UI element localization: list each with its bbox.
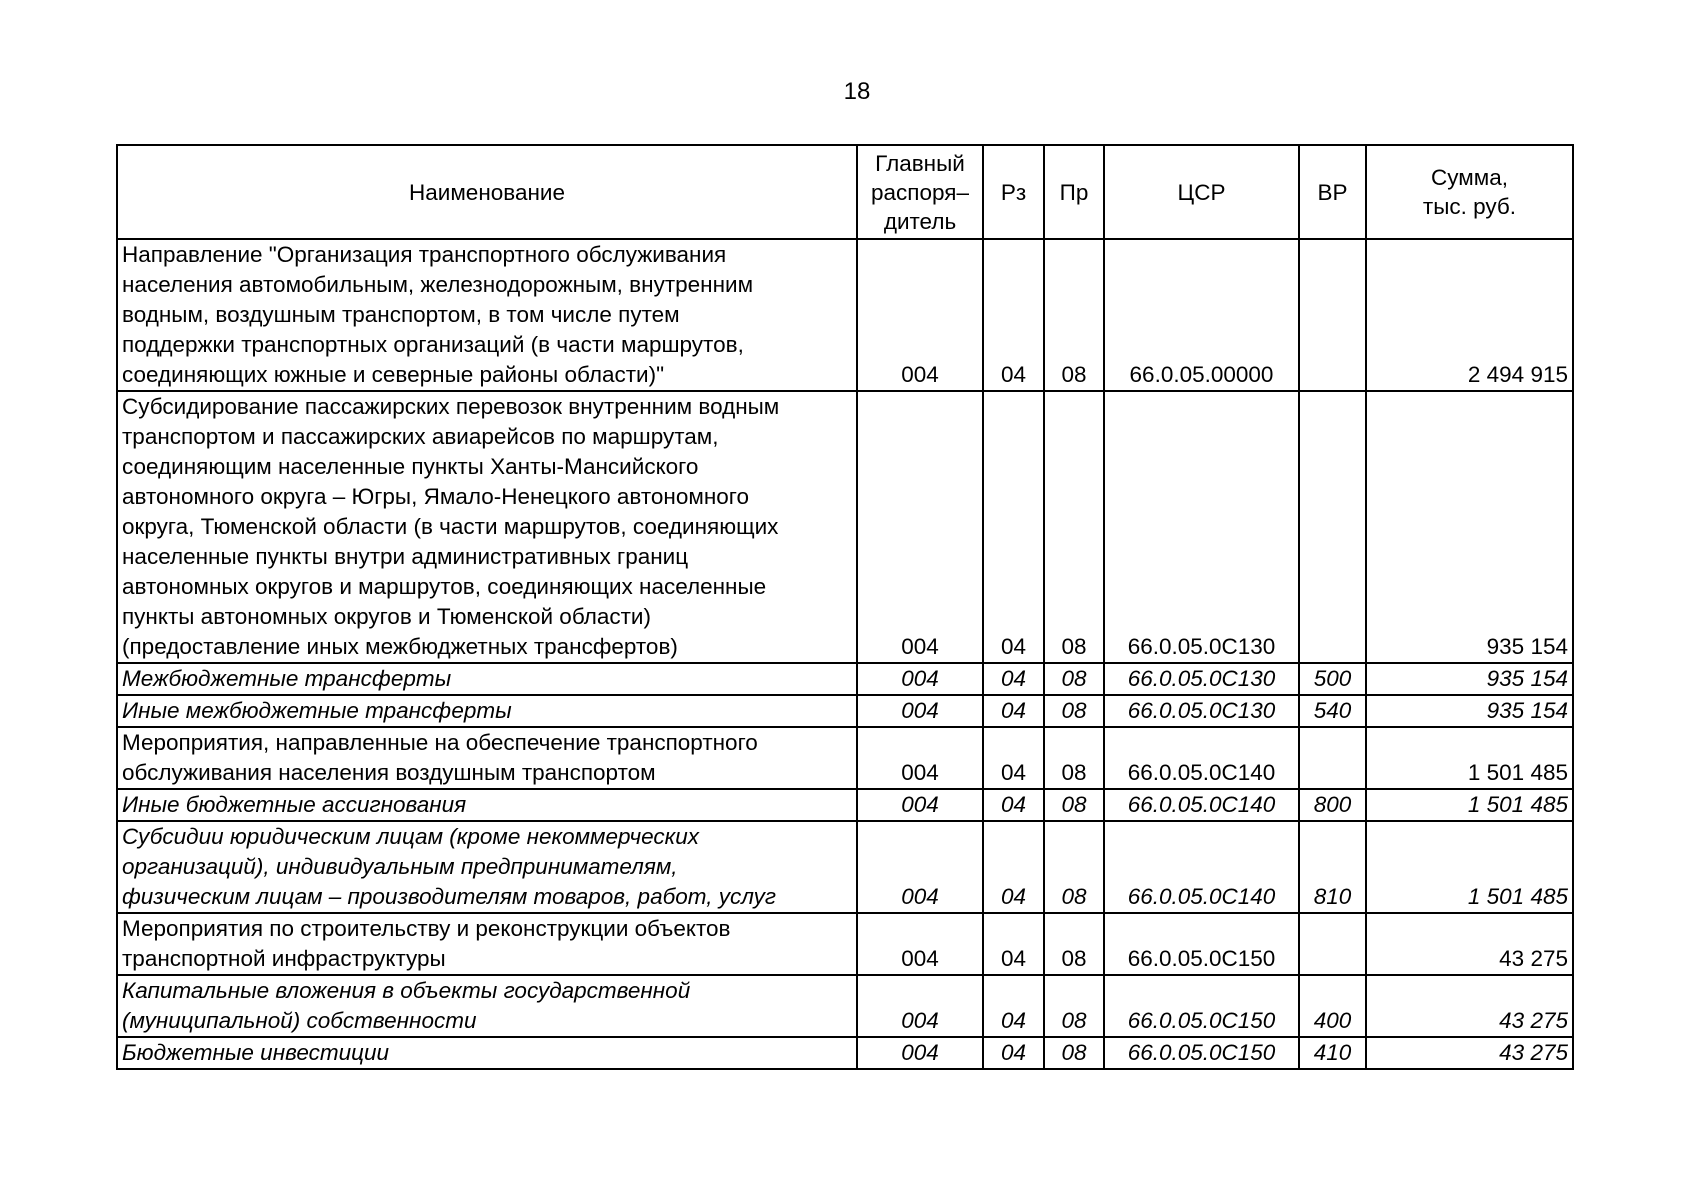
- cell-rz: 04: [983, 727, 1044, 789]
- cell-rz: 04: [983, 663, 1044, 695]
- cell-glavny-rasporyaditel: 004: [857, 789, 983, 821]
- cell-csr: 66.0.05.0С150: [1104, 913, 1299, 975]
- cell-name: [117, 975, 857, 1037]
- cell-summa: 935 154: [1366, 695, 1573, 727]
- cell-name-line: Иные межбюджетные трансферты: [122, 698, 512, 723]
- cell-glavny-rasporyaditel: 004: [857, 913, 983, 975]
- cell-glavny-rasporyaditel: 004: [857, 727, 983, 789]
- cell-name-line: населения автомобильным, железнодорожным, внутренним: [122, 272, 754, 297]
- cell-rz: 04: [983, 239, 1044, 391]
- cell-rz: 04: [983, 1037, 1044, 1069]
- cell-name-line: населенные пункты внутри административных границ: [122, 544, 689, 569]
- cell-glavny-rasporyaditel: 004: [857, 1037, 983, 1069]
- cell-name-line: организаций), индивидуальным предпринимателям,: [122, 854, 678, 879]
- cell-name-line: Бюджетные инвестиции: [122, 1040, 389, 1065]
- cell-glavny-rasporyaditel: 004: [857, 695, 983, 727]
- table-row: [117, 913, 1573, 975]
- cell-name: [117, 239, 857, 391]
- cell-name-line: поддержки транспортных организаций (в части маршрутов,: [122, 332, 744, 357]
- table-row: [117, 239, 1573, 391]
- cell-name-line: соединяющих южные и северные районы области)": [122, 362, 665, 387]
- header-glavny-rasporyaditel: [857, 145, 983, 239]
- cell-summa: 43 275: [1366, 913, 1573, 975]
- cell-vr: 800: [1299, 789, 1366, 821]
- cell-name: [117, 821, 857, 913]
- header-glavny-line: распоря–: [871, 179, 969, 205]
- cell-vr: [1299, 913, 1366, 975]
- cell-name: [117, 727, 857, 789]
- cell-name-line: Субсидирование пассажирских перевозок внутренним водным: [122, 394, 780, 419]
- header-summa-line: Сумма,: [1431, 165, 1508, 190]
- cell-vr: [1299, 391, 1366, 663]
- cell-name: [117, 1037, 857, 1069]
- cell-pr: 08: [1044, 391, 1104, 663]
- cell-csr: 66.0.05.0С130: [1104, 695, 1299, 727]
- cell-vr: 410: [1299, 1037, 1366, 1069]
- table-row: [117, 695, 1573, 727]
- header-pr: Пр: [1044, 145, 1104, 239]
- table-row: [117, 391, 1573, 663]
- cell-name: [117, 695, 857, 727]
- header-summa: [1366, 145, 1573, 239]
- cell-csr: 66.0.05.0С130: [1104, 391, 1299, 663]
- cell-rz: 04: [983, 391, 1044, 663]
- cell-name: [117, 663, 857, 695]
- header-csr: ЦСР: [1104, 145, 1299, 239]
- cell-csr: 66.0.05.0С140: [1104, 789, 1299, 821]
- cell-name-line: (муниципальной) собственности: [122, 1008, 477, 1033]
- cell-name-line: Иные бюджетные ассигнования: [122, 792, 467, 817]
- budget-table: [116, 144, 1574, 1070]
- cell-summa: 1 501 485: [1366, 727, 1573, 789]
- cell-name-line: соединяющим населенные пункты Ханты-Мансийского: [122, 454, 699, 479]
- header-name: Наименование: [117, 145, 857, 239]
- header-glavny-line: Главный: [875, 150, 965, 176]
- cell-summa: 935 154: [1366, 391, 1573, 663]
- cell-pr: 08: [1044, 821, 1104, 913]
- cell-name: [117, 913, 857, 975]
- cell-name-line: пункты автономных округов и Тюменской области): [122, 604, 651, 629]
- cell-vr: 810: [1299, 821, 1366, 913]
- cell-name-line: обслуживания населения воздушным транспортом: [122, 760, 656, 785]
- page-number: 18: [843, 78, 871, 105]
- cell-csr: 66.0.05.00000: [1104, 239, 1299, 391]
- cell-name-line: Капитальные вложения в объекты государственной: [122, 978, 691, 1003]
- cell-name-line: автономного округа – Югры, Ямало-Ненецкого автономного: [122, 484, 750, 509]
- cell-pr: 08: [1044, 1037, 1104, 1069]
- header-summa-line: тыс. руб.: [1422, 194, 1517, 219]
- cell-csr: 66.0.05.0С140: [1104, 727, 1299, 789]
- cell-pr: 08: [1044, 695, 1104, 727]
- cell-summa: 2 494 915: [1366, 239, 1573, 391]
- cell-csr: 66.0.05.0С150: [1104, 975, 1299, 1037]
- table-row: [117, 821, 1573, 913]
- cell-name-line: физическим лицам – производителям товаров, работ, услуг: [122, 884, 777, 909]
- cell-pr: 08: [1044, 789, 1104, 821]
- table-row: [117, 727, 1573, 789]
- cell-vr: 500: [1299, 663, 1366, 695]
- cell-name-line: (предоставление иных межбюджетных трансфертов): [122, 634, 678, 659]
- cell-csr: 66.0.05.0С140: [1104, 821, 1299, 913]
- cell-pr: 08: [1044, 975, 1104, 1037]
- cell-name-line: округа, Тюменской области (в части маршрутов, соединяющих: [122, 514, 779, 539]
- table-row: [117, 789, 1573, 821]
- cell-pr: 08: [1044, 727, 1104, 789]
- cell-pr: 08: [1044, 239, 1104, 391]
- cell-name-line: Субсидии юридическим лицам (кроме некоммерческих: [122, 824, 700, 849]
- cell-pr: 08: [1044, 663, 1104, 695]
- table-row: [117, 1037, 1573, 1069]
- cell-rz: 04: [983, 821, 1044, 913]
- cell-vr: [1299, 727, 1366, 789]
- table-row: [117, 663, 1573, 695]
- cell-rz: 04: [983, 975, 1044, 1037]
- cell-vr: 400: [1299, 975, 1366, 1037]
- cell-vr: [1299, 239, 1366, 391]
- table-row: [117, 975, 1573, 1037]
- cell-glavny-rasporyaditel: 004: [857, 821, 983, 913]
- cell-summa: 935 154: [1366, 663, 1573, 695]
- cell-summa: 1 501 485: [1366, 789, 1573, 821]
- cell-vr: 540: [1299, 695, 1366, 727]
- cell-rz: 04: [983, 695, 1044, 727]
- cell-pr: 08: [1044, 913, 1104, 975]
- cell-glavny-rasporyaditel: 004: [857, 239, 983, 391]
- cell-name-line: Мероприятия, направленные на обеспечение транспортного: [122, 730, 758, 755]
- cell-name-line: автономных округов и маршрутов, соединяющих населенные: [122, 574, 767, 599]
- cell-name-line: Межбюджетные трансферты: [122, 666, 452, 691]
- cell-name: [117, 789, 857, 821]
- cell-glavny-rasporyaditel: 004: [857, 663, 983, 695]
- header-rz: Рз: [983, 145, 1044, 239]
- cell-name-line: Мероприятия по строительству и реконструкции объектов: [122, 916, 731, 941]
- cell-rz: 04: [983, 913, 1044, 975]
- table-header-row: [117, 145, 1573, 239]
- cell-glavny-rasporyaditel: 004: [857, 391, 983, 663]
- cell-summa: 1 501 485: [1366, 821, 1573, 913]
- header-vr: ВР: [1299, 145, 1366, 239]
- cell-name: [117, 391, 857, 663]
- cell-summa: 43 275: [1366, 975, 1573, 1037]
- cell-glavny-rasporyaditel: 004: [857, 975, 983, 1037]
- cell-csr: 66.0.05.0С130: [1104, 663, 1299, 695]
- cell-csr: 66.0.05.0С150: [1104, 1037, 1299, 1069]
- cell-name-line: транспортом и пассажирских авиарейсов по маршрутам,: [122, 424, 719, 449]
- cell-summa: 43 275: [1366, 1037, 1573, 1069]
- cell-name-line: транспортной инфраструктуры: [122, 946, 446, 971]
- cell-name-line: водным, воздушным транспортом, в том числе путем: [122, 302, 680, 327]
- cell-name-line: Направление "Организация транспортного обслуживания: [122, 242, 727, 267]
- cell-rz: 04: [983, 789, 1044, 821]
- header-glavny-line: дитель: [883, 208, 957, 234]
